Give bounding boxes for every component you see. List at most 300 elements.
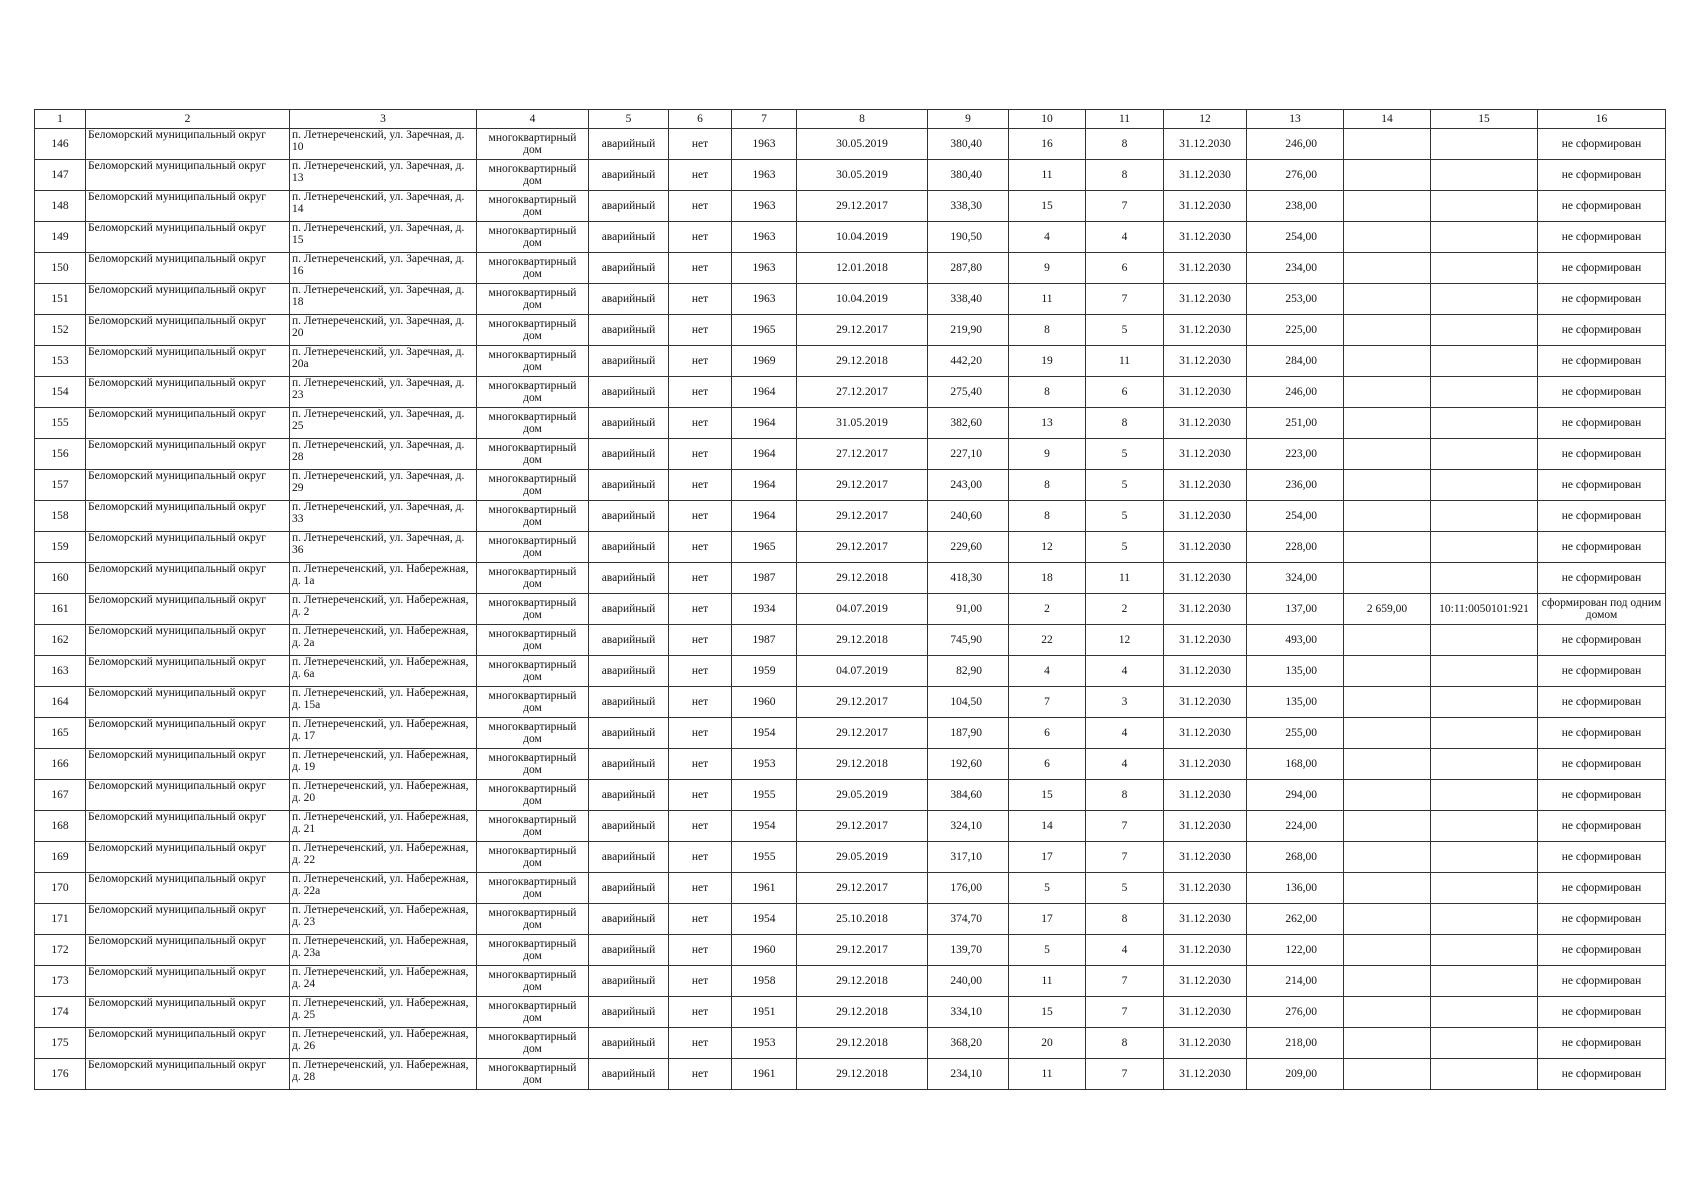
cell-address: п. Летнереченский, ул. Заречная, д. 36 xyxy=(290,532,477,563)
cell-land-area xyxy=(1344,315,1431,346)
cell-building-type: многоквартирный дом xyxy=(477,470,589,501)
cell-cadastral-number: 10:11:0050101:921 xyxy=(1431,594,1538,625)
cell-land-area xyxy=(1344,470,1431,501)
cell-address: п. Летнереченский, ул. Заречная, д. 16 xyxy=(290,253,477,284)
cell-land-area xyxy=(1344,253,1431,284)
cell-year: 1959 xyxy=(732,656,797,687)
cell-flag: нет xyxy=(669,160,732,191)
cell-area: 334,10 xyxy=(928,997,1009,1028)
cell-area: 380,40 xyxy=(928,160,1009,191)
cell-land-area xyxy=(1344,749,1431,780)
cell-land-area xyxy=(1344,501,1431,532)
cell-row-number: 173 xyxy=(35,966,86,997)
cell-recognition-date: 29.12.2018 xyxy=(797,749,928,780)
cell-row-number: 175 xyxy=(35,1028,86,1059)
cell-land-status: не сформирован xyxy=(1538,1059,1666,1090)
cell-row-number: 154 xyxy=(35,377,86,408)
cell-year: 1964 xyxy=(732,377,797,408)
cell-municipality: Беломорский муниципальный округ xyxy=(86,439,290,470)
cell-land-area-planned: 225,00 xyxy=(1247,315,1344,346)
cell-municipality: Беломорский муниципальный округ xyxy=(86,532,290,563)
table-row xyxy=(35,470,1666,501)
table-row xyxy=(35,284,1666,315)
cell-recognition-date: 29.05.2019 xyxy=(797,842,928,873)
cell-residents: 9 xyxy=(1009,253,1086,284)
cell-flag: нет xyxy=(669,222,732,253)
cell-land-area-planned: 276,00 xyxy=(1247,160,1344,191)
cell-row-number: 148 xyxy=(35,191,86,222)
cell-address: п. Летнереченский, ул. Набережная, д. 19 xyxy=(290,749,477,780)
cell-residents: 6 xyxy=(1009,749,1086,780)
cell-address: п. Летнереченский, ул. Заречная, д. 25 xyxy=(290,408,477,439)
cell-address: п. Летнереченский, ул. Набережная, д. 17 xyxy=(290,718,477,749)
cell-address: п. Летнереченский, ул. Заречная, д. 18 xyxy=(290,284,477,315)
cell-area: 287,80 xyxy=(928,253,1009,284)
cell-address: п. Летнереченский, ул. Набережная, д. 26 xyxy=(290,1028,477,1059)
cell-cadastral-number xyxy=(1431,253,1538,284)
cell-building-type: многоквартирный дом xyxy=(477,749,589,780)
cell-row-number: 162 xyxy=(35,625,86,656)
cell-land-status: не сформирован xyxy=(1538,532,1666,563)
cell-row-number: 160 xyxy=(35,563,86,594)
cell-flag: нет xyxy=(669,594,732,625)
cell-flag: нет xyxy=(669,346,732,377)
cell-area: 380,40 xyxy=(928,129,1009,160)
cell-land-status: не сформирован xyxy=(1538,966,1666,997)
header-cell-3: 3 xyxy=(290,110,477,129)
cell-condition: аварийный xyxy=(589,625,669,656)
cell-deadline: 31.12.2030 xyxy=(1164,160,1247,191)
cell-deadline: 31.12.2030 xyxy=(1164,191,1247,222)
cell-municipality: Беломорский муниципальный округ xyxy=(86,315,290,346)
cell-address: п. Летнереченский, ул. Заречная, д. 13 xyxy=(290,160,477,191)
cell-land-area-planned: 236,00 xyxy=(1247,470,1344,501)
cell-flag: нет xyxy=(669,656,732,687)
cell-row-number: 170 xyxy=(35,873,86,904)
cell-deadline: 31.12.2030 xyxy=(1164,594,1247,625)
cell-land-area-planned: 262,00 xyxy=(1247,904,1344,935)
cell-year: 1961 xyxy=(732,1059,797,1090)
cell-area: 104,50 xyxy=(928,687,1009,718)
header-cell-7: 7 xyxy=(732,110,797,129)
cell-recognition-date: 29.12.2017 xyxy=(797,811,928,842)
cell-area: 338,40 xyxy=(928,284,1009,315)
cell-condition: аварийный xyxy=(589,718,669,749)
cell-building-type: многоквартирный дом xyxy=(477,129,589,160)
cell-deadline: 31.12.2030 xyxy=(1164,811,1247,842)
cell-deadline: 31.12.2030 xyxy=(1164,346,1247,377)
cell-residents: 13 xyxy=(1009,408,1086,439)
cell-cadastral-number xyxy=(1431,346,1538,377)
cell-land-area xyxy=(1344,904,1431,935)
cell-cadastral-number xyxy=(1431,749,1538,780)
cell-area: 139,70 xyxy=(928,935,1009,966)
cell-recognition-date: 29.12.2018 xyxy=(797,1059,928,1090)
cell-area: 374,70 xyxy=(928,904,1009,935)
cell-recognition-date: 25.10.2018 xyxy=(797,904,928,935)
cell-recognition-date: 29.12.2018 xyxy=(797,997,928,1028)
cell-building-type: многоквартирный дом xyxy=(477,1028,589,1059)
cell-area: 243,00 xyxy=(928,470,1009,501)
cell-municipality: Беломорский муниципальный округ xyxy=(86,346,290,377)
cell-municipality: Беломорский муниципальный округ xyxy=(86,718,290,749)
cell-row-number: 171 xyxy=(35,904,86,935)
cell-condition: аварийный xyxy=(589,532,669,563)
cell-address: п. Летнереченский, ул. Набережная, д. 21 xyxy=(290,811,477,842)
cell-land-area-planned: 255,00 xyxy=(1247,718,1344,749)
cell-area: 219,90 xyxy=(928,315,1009,346)
cell-year: 1965 xyxy=(732,532,797,563)
cell-land-area xyxy=(1344,532,1431,563)
cell-apartments: 12 xyxy=(1086,625,1164,656)
cell-land-area-planned: 251,00 xyxy=(1247,408,1344,439)
cell-recognition-date: 29.12.2017 xyxy=(797,718,928,749)
cell-deadline: 31.12.2030 xyxy=(1164,966,1247,997)
cell-municipality: Беломорский муниципальный округ xyxy=(86,160,290,191)
cell-area: 317,10 xyxy=(928,842,1009,873)
table-row xyxy=(35,904,1666,935)
cell-building-type: многоквартирный дом xyxy=(477,253,589,284)
cell-land-area xyxy=(1344,811,1431,842)
cell-apartments: 7 xyxy=(1086,1059,1164,1090)
header-cell-13: 13 xyxy=(1247,110,1344,129)
cell-recognition-date: 29.12.2018 xyxy=(797,625,928,656)
cell-condition: аварийный xyxy=(589,687,669,718)
cell-flag: нет xyxy=(669,315,732,346)
cell-land-area-planned: 137,00 xyxy=(1247,594,1344,625)
table-row xyxy=(35,625,1666,656)
cell-recognition-date: 29.12.2017 xyxy=(797,470,928,501)
cell-building-type: многоквартирный дом xyxy=(477,1059,589,1090)
cell-land-status: не сформирован xyxy=(1538,284,1666,315)
cell-municipality: Беломорский муниципальный округ xyxy=(86,749,290,780)
cell-area: 91,00 xyxy=(928,594,1009,625)
cell-municipality: Беломорский муниципальный округ xyxy=(86,842,290,873)
cell-land-area-planned: 268,00 xyxy=(1247,842,1344,873)
cell-row-number: 146 xyxy=(35,129,86,160)
cell-recognition-date: 10.04.2019 xyxy=(797,284,928,315)
cell-recognition-date: 27.12.2017 xyxy=(797,439,928,470)
cell-residents: 11 xyxy=(1009,160,1086,191)
registry-table xyxy=(34,109,1666,1090)
cell-row-number: 150 xyxy=(35,253,86,284)
cell-land-area xyxy=(1344,780,1431,811)
cell-building-type: многоквартирный дом xyxy=(477,532,589,563)
cell-recognition-date: 27.12.2017 xyxy=(797,377,928,408)
cell-residents: 11 xyxy=(1009,284,1086,315)
cell-cadastral-number xyxy=(1431,160,1538,191)
cell-building-type: многоквартирный дом xyxy=(477,780,589,811)
table-row xyxy=(35,935,1666,966)
cell-apartments: 7 xyxy=(1086,191,1164,222)
cell-land-area-planned: 135,00 xyxy=(1247,687,1344,718)
cell-recognition-date: 29.12.2017 xyxy=(797,191,928,222)
cell-deadline: 31.12.2030 xyxy=(1164,439,1247,470)
cell-cadastral-number xyxy=(1431,966,1538,997)
cell-row-number: 152 xyxy=(35,315,86,346)
cell-deadline: 31.12.2030 xyxy=(1164,1028,1247,1059)
cell-land-area xyxy=(1344,346,1431,377)
header-cell-9: 9 xyxy=(928,110,1009,129)
table-row xyxy=(35,594,1666,625)
cell-land-area-planned: 228,00 xyxy=(1247,532,1344,563)
table-row xyxy=(35,129,1666,160)
cell-deadline: 31.12.2030 xyxy=(1164,873,1247,904)
cell-municipality: Беломорский муниципальный округ xyxy=(86,625,290,656)
cell-residents: 16 xyxy=(1009,129,1086,160)
cell-row-number: 174 xyxy=(35,997,86,1028)
cell-address: п. Летнереченский, ул. Набережная, д. 15а xyxy=(290,687,477,718)
cell-land-area-planned: 218,00 xyxy=(1247,1028,1344,1059)
cell-recognition-date: 29.12.2018 xyxy=(797,346,928,377)
header-cell-2: 2 xyxy=(86,110,290,129)
cell-apartments: 4 xyxy=(1086,656,1164,687)
cell-area: 240,60 xyxy=(928,501,1009,532)
cell-address: п. Летнереченский, ул. Набережная, д. 25 xyxy=(290,997,477,1028)
cell-deadline: 31.12.2030 xyxy=(1164,563,1247,594)
cell-apartments: 4 xyxy=(1086,222,1164,253)
cell-deadline: 31.12.2030 xyxy=(1164,315,1247,346)
cell-municipality: Беломорский муниципальный округ xyxy=(86,873,290,904)
cell-apartments: 8 xyxy=(1086,160,1164,191)
cell-row-number: 172 xyxy=(35,935,86,966)
cell-land-area xyxy=(1344,718,1431,749)
cell-condition: аварийный xyxy=(589,129,669,160)
cell-land-area-planned: 223,00 xyxy=(1247,439,1344,470)
table-row xyxy=(35,780,1666,811)
cell-flag: нет xyxy=(669,439,732,470)
cell-flag: нет xyxy=(669,501,732,532)
cell-row-number: 167 xyxy=(35,780,86,811)
cell-apartments: 7 xyxy=(1086,842,1164,873)
cell-cadastral-number xyxy=(1431,377,1538,408)
cell-residents: 15 xyxy=(1009,780,1086,811)
cell-row-number: 155 xyxy=(35,408,86,439)
cell-recognition-date: 29.12.2017 xyxy=(797,873,928,904)
cell-year: 1963 xyxy=(732,129,797,160)
cell-condition: аварийный xyxy=(589,904,669,935)
cell-land-status: не сформирован xyxy=(1538,315,1666,346)
cell-residents: 2 xyxy=(1009,594,1086,625)
table-row xyxy=(35,501,1666,532)
cell-row-number: 157 xyxy=(35,470,86,501)
header-cell-16: 16 xyxy=(1538,110,1666,129)
cell-year: 1955 xyxy=(732,842,797,873)
cell-condition: аварийный xyxy=(589,191,669,222)
cell-land-area-planned: 254,00 xyxy=(1247,222,1344,253)
cell-year: 1958 xyxy=(732,966,797,997)
cell-area: 192,60 xyxy=(928,749,1009,780)
cell-land-area-planned: 238,00 xyxy=(1247,191,1344,222)
cell-flag: нет xyxy=(669,377,732,408)
header-cell-11: 11 xyxy=(1086,110,1164,129)
cell-year: 1987 xyxy=(732,625,797,656)
cell-year: 1954 xyxy=(732,811,797,842)
cell-condition: аварийный xyxy=(589,811,669,842)
table-row xyxy=(35,749,1666,780)
cell-year: 1964 xyxy=(732,470,797,501)
cell-residents: 14 xyxy=(1009,811,1086,842)
cell-cadastral-number xyxy=(1431,129,1538,160)
cell-condition: аварийный xyxy=(589,1059,669,1090)
cell-building-type: многоквартирный дом xyxy=(477,315,589,346)
cell-land-area xyxy=(1344,439,1431,470)
cell-land-status: не сформирован xyxy=(1538,439,1666,470)
cell-apartments: 11 xyxy=(1086,346,1164,377)
cell-land-area-planned: 294,00 xyxy=(1247,780,1344,811)
cell-land-status: не сформирован xyxy=(1538,625,1666,656)
cell-land-area xyxy=(1344,625,1431,656)
table-row xyxy=(35,718,1666,749)
cell-land-area-planned: 224,00 xyxy=(1247,811,1344,842)
cell-condition: аварийный xyxy=(589,346,669,377)
cell-land-area xyxy=(1344,129,1431,160)
cell-condition: аварийный xyxy=(589,284,669,315)
cell-municipality: Беломорский муниципальный округ xyxy=(86,656,290,687)
cell-apartments: 8 xyxy=(1086,1028,1164,1059)
cell-row-number: 153 xyxy=(35,346,86,377)
cell-address: п. Летнереченский, ул. Заречная, д. 20а xyxy=(290,346,477,377)
cell-area: 240,00 xyxy=(928,966,1009,997)
cell-land-area xyxy=(1344,935,1431,966)
cell-building-type: многоквартирный дом xyxy=(477,687,589,718)
cell-building-type: многоквартирный дом xyxy=(477,966,589,997)
cell-land-area xyxy=(1344,160,1431,191)
cell-land-area-planned: 136,00 xyxy=(1247,873,1344,904)
cell-year: 1964 xyxy=(732,408,797,439)
cell-building-type: многоквартирный дом xyxy=(477,222,589,253)
cell-area: 418,30 xyxy=(928,563,1009,594)
cell-recognition-date: 30.05.2019 xyxy=(797,160,928,191)
cell-deadline: 31.12.2030 xyxy=(1164,842,1247,873)
cell-deadline: 31.12.2030 xyxy=(1164,749,1247,780)
cell-condition: аварийный xyxy=(589,966,669,997)
cell-area: 275,40 xyxy=(928,377,1009,408)
cell-land-area-planned: 168,00 xyxy=(1247,749,1344,780)
table-row xyxy=(35,222,1666,253)
cell-building-type: многоквартирный дом xyxy=(477,997,589,1028)
cell-year: 1963 xyxy=(732,160,797,191)
cell-area: 187,90 xyxy=(928,718,1009,749)
cell-land-area-planned: 246,00 xyxy=(1247,377,1344,408)
cell-residents: 8 xyxy=(1009,377,1086,408)
cell-row-number: 168 xyxy=(35,811,86,842)
cell-land-status: не сформирован xyxy=(1538,904,1666,935)
cell-year: 1954 xyxy=(732,904,797,935)
cell-area: 338,30 xyxy=(928,191,1009,222)
cell-municipality: Беломорский муниципальный округ xyxy=(86,501,290,532)
table-row xyxy=(35,439,1666,470)
table-header xyxy=(35,110,1666,129)
cell-land-status: не сформирован xyxy=(1538,997,1666,1028)
cell-flag: нет xyxy=(669,842,732,873)
cell-apartments: 11 xyxy=(1086,563,1164,594)
cell-year: 1964 xyxy=(732,501,797,532)
cell-row-number: 158 xyxy=(35,501,86,532)
cell-condition: аварийный xyxy=(589,315,669,346)
cell-row-number: 165 xyxy=(35,718,86,749)
cell-residents: 5 xyxy=(1009,935,1086,966)
cell-deadline: 31.12.2030 xyxy=(1164,532,1247,563)
cell-year: 1953 xyxy=(732,749,797,780)
cell-flag: нет xyxy=(669,563,732,594)
cell-apartments: 5 xyxy=(1086,532,1164,563)
cell-land-area xyxy=(1344,687,1431,718)
cell-apartments: 2 xyxy=(1086,594,1164,625)
cell-cadastral-number xyxy=(1431,687,1538,718)
cell-cadastral-number xyxy=(1431,532,1538,563)
cell-condition: аварийный xyxy=(589,594,669,625)
cell-flag: нет xyxy=(669,625,732,656)
cell-apartments: 4 xyxy=(1086,935,1164,966)
cell-municipality: Беломорский муниципальный округ xyxy=(86,997,290,1028)
cell-land-area xyxy=(1344,191,1431,222)
cell-land-area-planned: 246,00 xyxy=(1247,129,1344,160)
cell-residents: 6 xyxy=(1009,718,1086,749)
cell-land-area xyxy=(1344,966,1431,997)
cell-building-type: многоквартирный дом xyxy=(477,873,589,904)
table-row xyxy=(35,811,1666,842)
cell-land-status: не сформирован xyxy=(1538,563,1666,594)
cell-residents: 8 xyxy=(1009,470,1086,501)
cell-recognition-date: 31.05.2019 xyxy=(797,408,928,439)
cell-land-status: не сформирован xyxy=(1538,346,1666,377)
cell-condition: аварийный xyxy=(589,997,669,1028)
cell-flag: нет xyxy=(669,191,732,222)
cell-municipality: Беломорский муниципальный округ xyxy=(86,222,290,253)
cell-land-status: сформирован под одним домом xyxy=(1538,594,1666,625)
cell-address: п. Летнереченский, ул. Заречная, д. 33 xyxy=(290,501,477,532)
table-row xyxy=(35,1059,1666,1090)
cell-condition: аварийный xyxy=(589,501,669,532)
cell-deadline: 31.12.2030 xyxy=(1164,408,1247,439)
cell-condition: аварийный xyxy=(589,470,669,501)
cell-residents: 4 xyxy=(1009,222,1086,253)
cell-row-number: 166 xyxy=(35,749,86,780)
header-row xyxy=(35,110,1666,129)
cell-deadline: 31.12.2030 xyxy=(1164,625,1247,656)
cell-flag: нет xyxy=(669,966,732,997)
cell-area: 384,60 xyxy=(928,780,1009,811)
cell-address: п. Летнереченский, ул. Набережная, д. 6а xyxy=(290,656,477,687)
cell-apartments: 4 xyxy=(1086,718,1164,749)
header-cell-1: 1 xyxy=(35,110,86,129)
cell-year: 1969 xyxy=(732,346,797,377)
cell-flag: нет xyxy=(669,1059,732,1090)
cell-area: 190,50 xyxy=(928,222,1009,253)
cell-recognition-date: 04.07.2019 xyxy=(797,656,928,687)
cell-condition: аварийный xyxy=(589,439,669,470)
cell-land-status: не сформирован xyxy=(1538,470,1666,501)
cell-cadastral-number xyxy=(1431,1028,1538,1059)
cell-land-status: не сформирован xyxy=(1538,253,1666,284)
cell-address: п. Летнереченский, ул. Заречная, д. 10 xyxy=(290,129,477,160)
cell-municipality: Беломорский муниципальный округ xyxy=(86,470,290,501)
cell-building-type: многоквартирный дом xyxy=(477,439,589,470)
header-cell-4: 4 xyxy=(477,110,589,129)
cell-year: 1951 xyxy=(732,997,797,1028)
cell-flag: нет xyxy=(669,904,732,935)
cell-flag: нет xyxy=(669,718,732,749)
cell-land-area-planned: 234,00 xyxy=(1247,253,1344,284)
cell-year: 1964 xyxy=(732,439,797,470)
cell-address: п. Летнереченский, ул. Заречная, д. 28 xyxy=(290,439,477,470)
cell-municipality: Беломорский муниципальный округ xyxy=(86,780,290,811)
cell-cadastral-number xyxy=(1431,935,1538,966)
cell-condition: аварийный xyxy=(589,160,669,191)
cell-land-area-planned: 122,00 xyxy=(1247,935,1344,966)
cell-deadline: 31.12.2030 xyxy=(1164,780,1247,811)
